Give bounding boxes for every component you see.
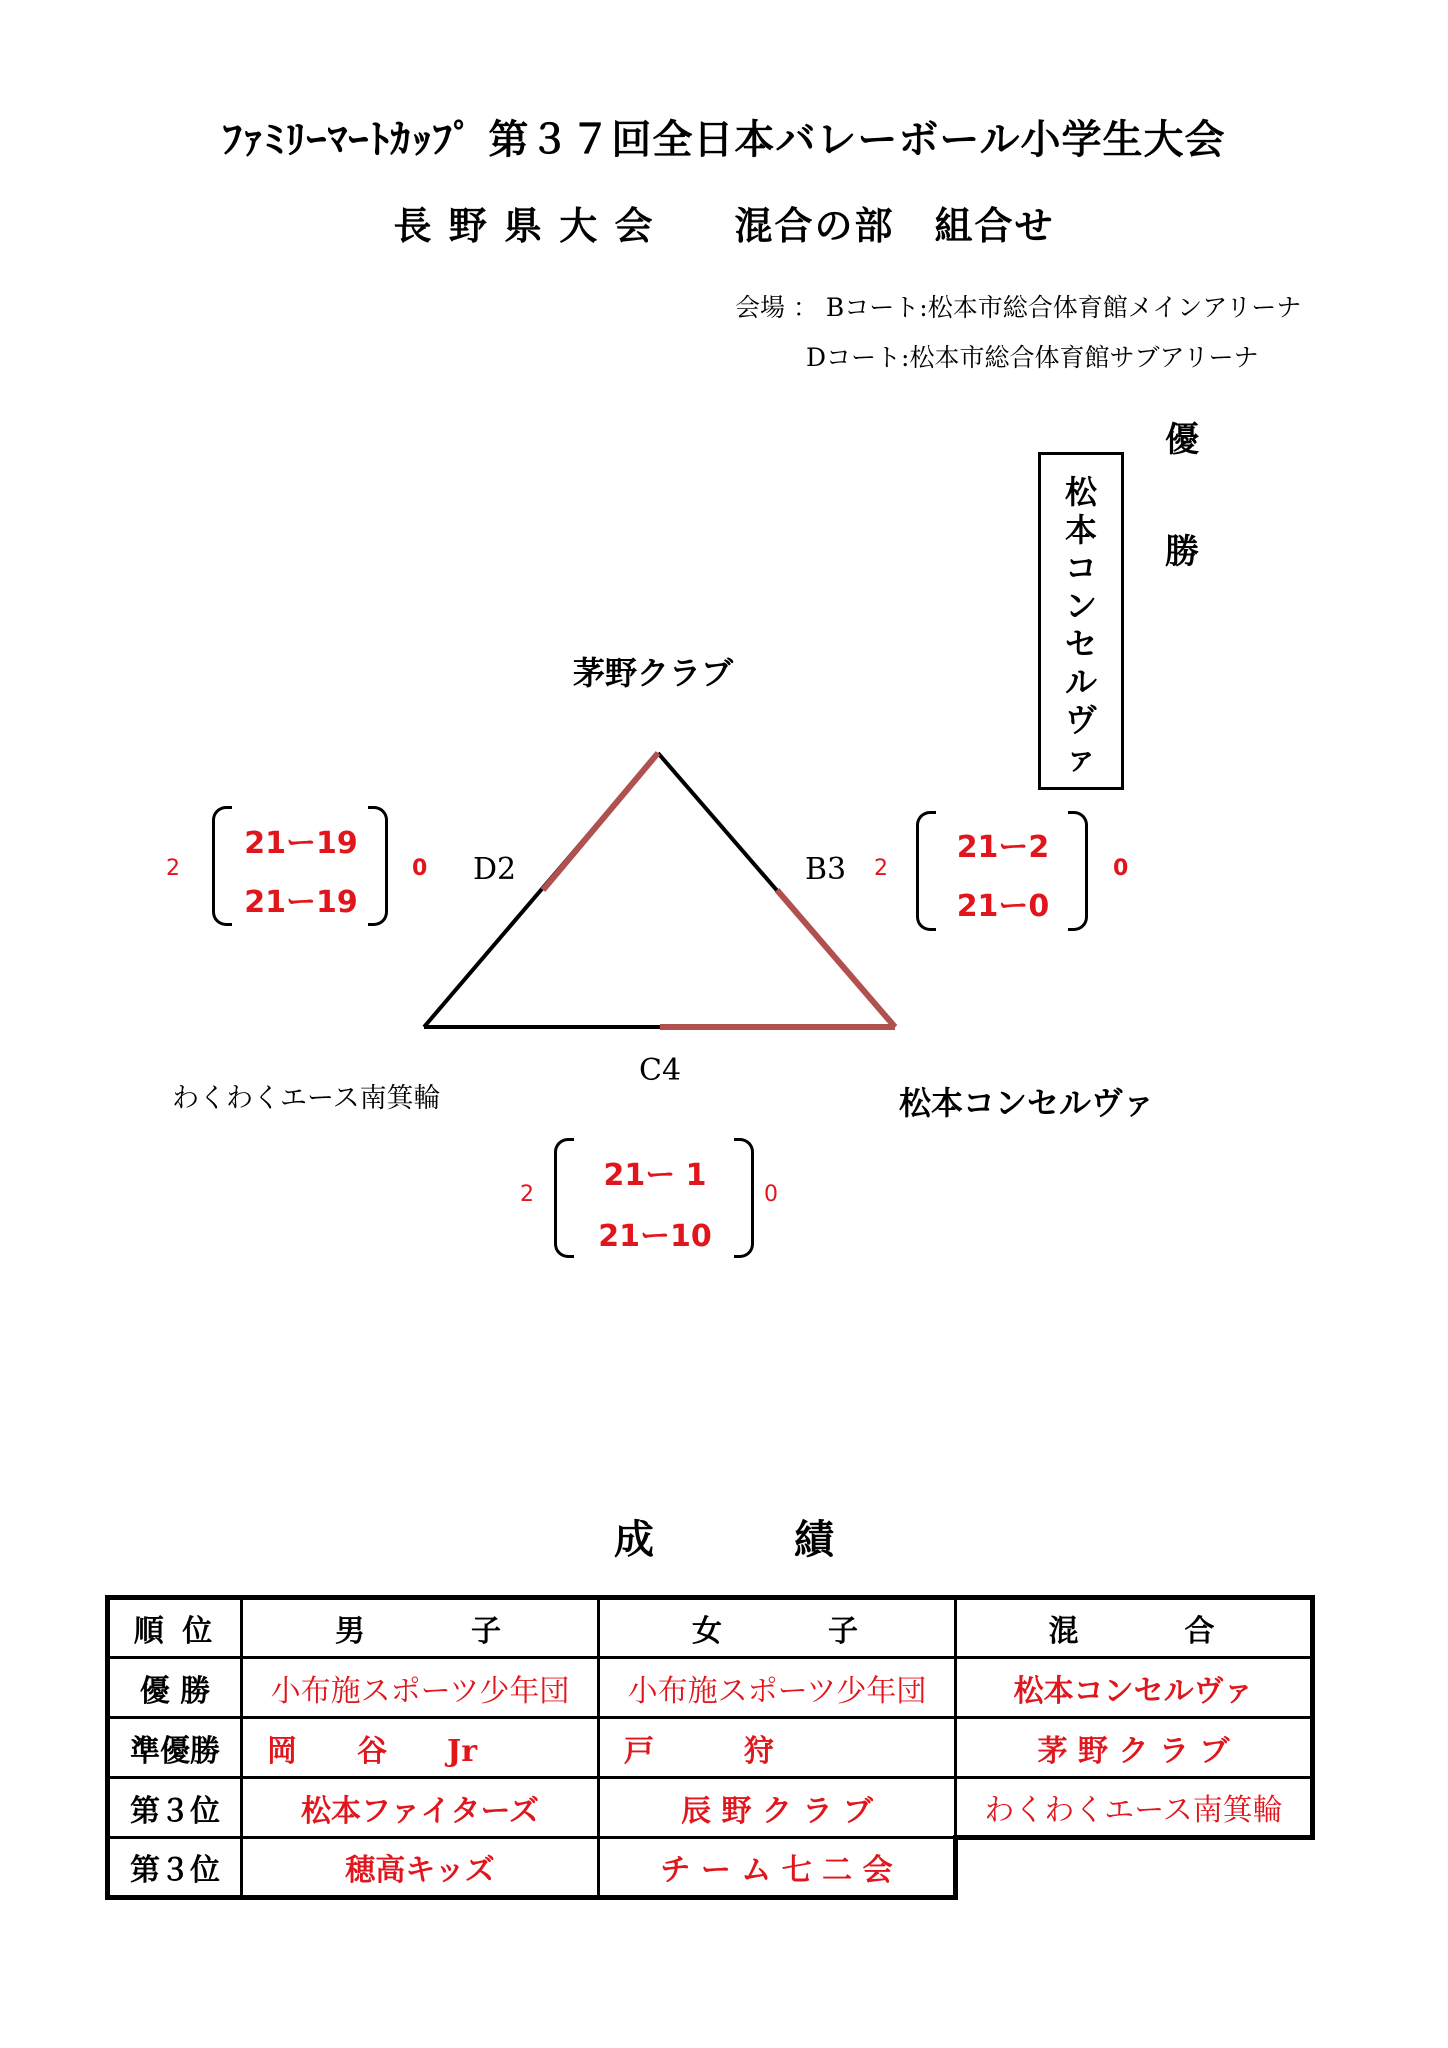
boys-cell: 松本ファイターズ: [242, 1778, 599, 1838]
b3-bracket-right: [1068, 811, 1088, 931]
mixed-cell: 松本コンセルヴァ: [956, 1658, 1313, 1718]
c4-bracket-left: [554, 1138, 574, 1258]
b3-set2: 21ー0: [956, 889, 1050, 924]
table-header-row: [108, 1598, 1313, 1658]
table-row: [108, 1658, 1313, 1718]
boys-cell: 穂高キッズ: [242, 1838, 599, 1898]
table-row: [108, 1838, 1313, 1898]
b3-sets-right: 0: [1113, 856, 1129, 881]
court-b3: B3: [805, 852, 847, 887]
boys-cell: 小布施スポーツ少年団: [242, 1658, 599, 1718]
results-title-2: 績: [794, 1516, 834, 1563]
mixed-cell: 茅 野 ク ラ ブ: [956, 1718, 1313, 1778]
b3-bracket-left: [916, 811, 936, 931]
d2-bracket-right: [368, 806, 388, 926]
boys-cell-text: 岡 谷 Jr: [267, 1733, 477, 1769]
table-row: [108, 1778, 1313, 1838]
winner-name: 松本コンセルヴァ: [1064, 473, 1097, 777]
results-table: [105, 1595, 1315, 1900]
page-subtitle: 長 野 県 大 会 混合の部 組合せ: [393, 203, 1055, 248]
team-left: わくわくエース南箕輪: [172, 1083, 441, 1114]
venue-line-1: 会場 ： Bコート:松本市総合体育館メインアリーナ: [735, 293, 1302, 322]
d2-sets-left: 2: [166, 856, 180, 881]
c4-set1: 21ー 1: [603, 1158, 707, 1193]
girls-cell: チ ー ム 七 二 会: [599, 1838, 956, 1898]
b3-sets-left: 2: [874, 856, 888, 881]
table-row: [108, 1718, 1313, 1778]
header-girls: 女 子: [599, 1598, 956, 1658]
empty-cell: [956, 1838, 1313, 1898]
header-rank: 順 位: [108, 1598, 242, 1658]
girls-cell: 小布施スポーツ少年団: [599, 1658, 956, 1718]
girls-cell: 辰 野 ク ラ ブ: [599, 1778, 956, 1838]
girls-cell-text: 戸 狩: [624, 1733, 774, 1769]
win-line-right: [777, 890, 895, 1027]
c4-sets-right: 0: [764, 1182, 778, 1207]
d2-set2: 21ー19: [244, 885, 358, 920]
header-boys: 男 子: [242, 1598, 599, 1658]
team-top: 茅野クラブ: [573, 654, 734, 692]
c4-set2: 21ー10: [598, 1219, 712, 1254]
page-title: ﾌｧﾐﾘｰﾏｰﾄｶｯﾌﾟ 第３７回全日本バレーボール小学生大会: [222, 116, 1226, 163]
rank-cell: 準優勝: [108, 1718, 242, 1778]
results-title-1: 成: [614, 1516, 654, 1563]
court-c4: C4: [639, 1053, 682, 1088]
c4-bracket-right: [734, 1138, 754, 1258]
rank-cell: 第３位: [108, 1838, 242, 1898]
results-title: [0, 1508, 1448, 1565]
win-line-left: [543, 753, 658, 890]
girls-cell: [599, 1718, 956, 1778]
header-mixed: 混 合: [956, 1598, 1313, 1658]
court-d2: D2: [473, 852, 517, 887]
team-right: 松本コンセルヴァ: [899, 1084, 1155, 1122]
boys-cell: [242, 1718, 599, 1778]
d2-set1: 21ー19: [244, 826, 358, 861]
winner-label-2: 勝: [1165, 532, 1199, 572]
c4-sets-left: 2: [520, 1182, 534, 1207]
mixed-cell: わくわくエース南箕輪: [956, 1778, 1313, 1838]
venue-line-2: Dコート:松本市総合体育館サブアリーナ: [806, 343, 1259, 372]
d2-sets-right: 0: [412, 856, 428, 881]
d2-bracket-left: [212, 806, 232, 926]
winner-label-1: 優: [1165, 420, 1199, 460]
rank-cell: 優 勝: [108, 1658, 242, 1718]
rank-cell: 第３位: [108, 1778, 242, 1838]
b3-set1: 21ー2: [956, 830, 1050, 865]
